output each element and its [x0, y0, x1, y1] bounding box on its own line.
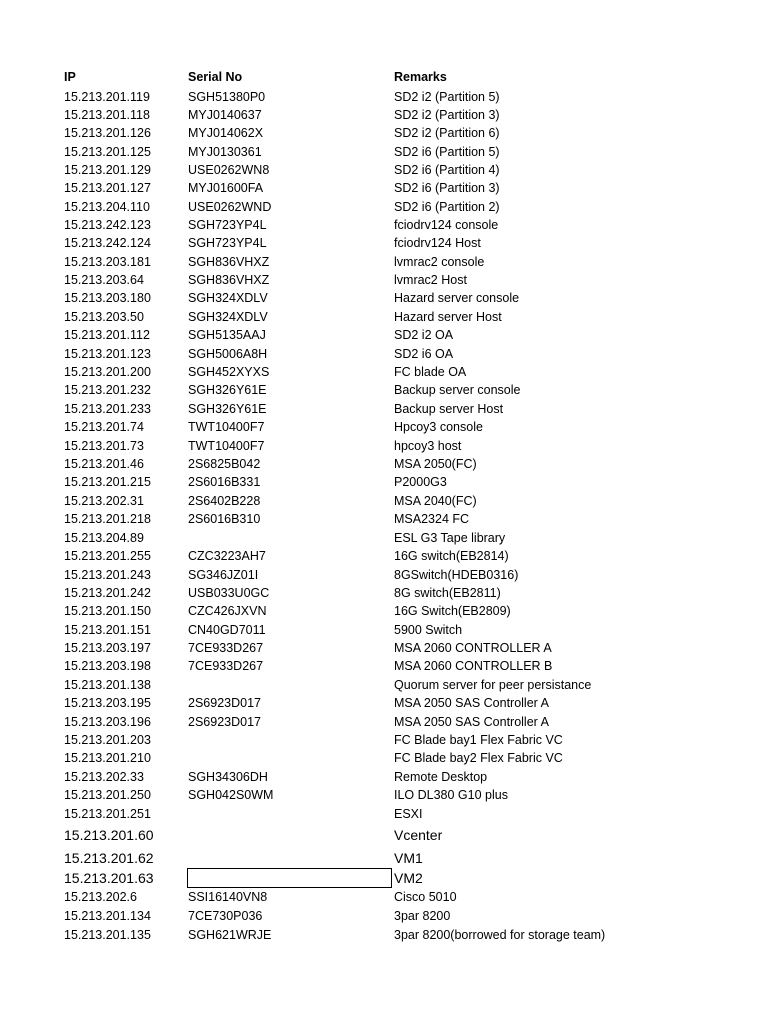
cell-ip[interactable]: 15.213.201.150	[64, 604, 151, 618]
cell-remarks[interactable]: fciodrv124 Host	[394, 236, 481, 250]
cell-serial[interactable]: TWT10400F7	[188, 420, 265, 434]
cell-serial[interactable]: USE0262WND	[188, 200, 272, 214]
cell-ip[interactable]: 15.213.201.62	[64, 850, 154, 866]
cell-remarks[interactable]: SD2 i6 (Partition 5)	[394, 145, 500, 159]
cell-remarks[interactable]: Vcenter	[394, 827, 443, 843]
cell-remarks[interactable]: MSA 2060 CONTROLLER B	[394, 659, 553, 673]
cell-remarks[interactable]: VM1	[394, 850, 423, 866]
cell-ip[interactable]: 15.213.201.218	[64, 512, 151, 526]
cell-remarks[interactable]: SD2 i2 OA	[394, 328, 454, 342]
cell-serial[interactable]: SGH326Y61E	[188, 402, 267, 416]
cell-remarks[interactable]: Hazard server Host	[394, 310, 502, 324]
cell-remarks[interactable]: P2000G3	[394, 475, 447, 489]
cell-ip[interactable]: 15.213.201.127	[64, 181, 151, 195]
cell-serial[interactable]: MYJ0140637	[188, 108, 262, 122]
header-serial[interactable]: Serial No	[188, 70, 243, 84]
cell-serial[interactable]: 2S6016B331	[188, 475, 261, 489]
cell-remarks[interactable]: 3par 8200(borrowed for storage team)	[394, 928, 606, 942]
cell-remarks[interactable]: Hpcoy3 console	[394, 420, 483, 434]
cell-ip[interactable]: 15.213.201.126	[64, 126, 151, 140]
cell-serial[interactable]: USB033U0GC	[188, 586, 270, 600]
cell-serial[interactable]: 2S6923D017	[188, 715, 261, 729]
cell-remarks[interactable]: FC blade OA	[394, 365, 467, 379]
cell-ip[interactable]: 15.213.201.243	[64, 568, 151, 582]
header-remarks[interactable]: Remarks	[394, 70, 447, 84]
cell-ip[interactable]: 15.213.201.200	[64, 365, 151, 379]
cell-ip[interactable]: 15.213.242.124	[64, 236, 151, 250]
cell-ip[interactable]: 15.213.201.232	[64, 383, 151, 397]
cell-ip[interactable]: 15.213.201.151	[64, 623, 151, 637]
cell-remarks[interactable]: 16G switch(EB2814)	[394, 549, 509, 563]
cell-ip[interactable]: 15.213.201.123	[64, 347, 151, 361]
cell-remarks[interactable]: SD2 i2 (Partition 6)	[394, 126, 500, 140]
cell-remarks[interactable]: 8G switch(EB2811)	[394, 586, 501, 600]
cell-ip[interactable]: 15.213.201.242	[64, 586, 151, 600]
cell-serial[interactable]: USE0262WN8	[188, 163, 270, 177]
cell-ip[interactable]: 15.213.201.60	[64, 827, 154, 843]
cell-ip[interactable]: 15.213.203.198	[64, 659, 151, 673]
cell-serial[interactable]: 7CE933D267	[188, 659, 264, 673]
cell-ip[interactable]: 15.213.202.33	[64, 770, 144, 784]
cell-ip[interactable]: 15.213.203.180	[64, 291, 151, 305]
cell-remarks[interactable]: hpcoy3 host	[394, 439, 462, 453]
cell-remarks[interactable]: ESXI	[394, 807, 423, 821]
cell-remarks[interactable]: 16G Switch(EB2809)	[394, 604, 511, 618]
cell-ip[interactable]: 15.213.201.134	[64, 909, 151, 923]
cell-ip[interactable]: 15.213.203.50	[64, 310, 144, 324]
cell-serial[interactable]: SGH34306DH	[188, 770, 268, 784]
cell-serial[interactable]: SGH324XDLV	[188, 310, 268, 324]
cell-remarks[interactable]: Quorum server for peer persistance	[394, 678, 592, 692]
cell-remarks[interactable]: FC Blade bay2 Flex Fabric VC	[394, 751, 563, 765]
cell-ip[interactable]: 15.213.201.215	[64, 475, 151, 489]
cell-serial[interactable]: CZC3223AH7	[188, 549, 266, 563]
cell-ip[interactable]: 15.213.201.112	[64, 328, 150, 342]
cell-ip[interactable]: 15.213.202.31	[64, 494, 144, 508]
cell-ip[interactable]: 15.213.203.64	[64, 273, 144, 287]
header-ip[interactable]: IP	[64, 70, 76, 84]
cell-serial[interactable]: SSI16140VN8	[188, 890, 268, 904]
cell-serial[interactable]: SGH042S0WM	[188, 788, 274, 802]
cell-ip[interactable]: 15.213.242.123	[64, 218, 151, 232]
cell-serial[interactable]: 2S6825B042	[188, 457, 261, 471]
cell-remarks[interactable]: Hazard server console	[394, 291, 520, 305]
cell-ip[interactable]: 15.213.201.203	[64, 733, 151, 747]
cell-ip[interactable]: 15.213.201.74	[64, 420, 144, 434]
cell-serial[interactable]: MYJ01600FA	[188, 181, 264, 195]
cell-remarks[interactable]: 5900 Switch	[394, 623, 463, 637]
cell-ip[interactable]: 15.213.201.63	[64, 870, 154, 886]
cell-ip[interactable]: 15.213.201.233	[64, 402, 151, 416]
cell-ip[interactable]: 15.213.204.89	[64, 531, 144, 545]
cell-remarks[interactable]: MSA 2050 SAS Controller A	[394, 696, 549, 710]
cell-serial[interactable]: SGH5135AAJ	[188, 328, 266, 342]
selected-cell-outline	[187, 868, 392, 888]
cell-serial[interactable]: SGH836VHXZ	[188, 255, 270, 269]
cell-remarks[interactable]: MSA 2040(FC)	[394, 494, 477, 508]
cell-remarks[interactable]: lvmrac2 Host	[394, 273, 467, 287]
cell-remarks[interactable]: ESL G3 Tape library	[394, 531, 506, 545]
cell-ip[interactable]: 15.213.201.251	[64, 807, 151, 821]
cell-remarks[interactable]: Cisco 5010	[394, 890, 457, 904]
cell-serial[interactable]: SG346JZ01I	[188, 568, 259, 582]
cell-serial[interactable]: TWT10400F7	[188, 439, 265, 453]
cell-serial[interactable]: 7CE730P036	[188, 909, 263, 923]
cell-remarks[interactable]: SD2 i6 (Partition 2)	[394, 200, 500, 214]
cell-remarks[interactable]: MSA 2050 SAS Controller A	[394, 715, 549, 729]
cell-remarks[interactable]: SD2 i2 (Partition 3)	[394, 108, 500, 122]
cell-serial[interactable]: SGH723YP4L	[188, 218, 267, 232]
cell-ip[interactable]: 15.213.201.118	[64, 108, 150, 122]
cell-remarks[interactable]: MSA2324 FC	[394, 512, 470, 526]
cell-serial[interactable]: 2S6402B228	[188, 494, 261, 508]
cell-remarks[interactable]: FC Blade bay1 Flex Fabric VC	[394, 733, 563, 747]
cell-ip[interactable]: 15.213.203.181	[64, 255, 151, 269]
cell-ip[interactable]: 15.213.201.119	[64, 90, 150, 104]
cell-remarks[interactable]: Backup server console	[394, 383, 521, 397]
cell-remarks[interactable]: VM2	[394, 870, 423, 886]
cell-serial[interactable]: MYJ0130361	[188, 145, 262, 159]
cell-ip[interactable]: 15.213.202.6	[64, 890, 137, 904]
cell-remarks[interactable]: 3par 8200	[394, 909, 451, 923]
cell-remarks[interactable]: SD2 i2 (Partition 5)	[394, 90, 500, 104]
cell-remarks[interactable]: SD2 i6 OA	[394, 347, 454, 361]
cell-serial[interactable]: SGH324XDLV	[188, 291, 268, 305]
cell-remarks[interactable]: SD2 i6 (Partition 3)	[394, 181, 500, 195]
cell-serial[interactable]: SGH5006A8H	[188, 347, 268, 361]
cell-serial[interactable]: 2S6016B310	[188, 512, 261, 526]
cell-ip[interactable]: 15.213.203.196	[64, 715, 151, 729]
cell-remarks[interactable]: SD2 i6 (Partition 4)	[394, 163, 500, 177]
cell-ip[interactable]: 15.213.204.110	[64, 200, 150, 214]
cell-remarks[interactable]: ILO DL380 G10 plus	[394, 788, 508, 802]
cell-ip[interactable]: 15.213.201.255	[64, 549, 151, 563]
cell-serial[interactable]: 2S6923D017	[188, 696, 261, 710]
cell-ip[interactable]: 15.213.201.129	[64, 163, 151, 177]
cell-remarks[interactable]: Backup server Host	[394, 402, 504, 416]
cell-serial[interactable]: SGH836VHXZ	[188, 273, 270, 287]
cell-serial[interactable]: SGH326Y61E	[188, 383, 267, 397]
cell-remarks[interactable]: 8GSwitch(HDEB0316)	[394, 568, 519, 582]
cell-ip[interactable]: 15.213.201.138	[64, 678, 151, 692]
cell-ip[interactable]: 15.213.203.197	[64, 641, 151, 655]
cell-serial[interactable]: SGH452XYXS	[188, 365, 270, 379]
cell-serial[interactable]: CZC426JXVN	[188, 604, 267, 618]
cell-remarks[interactable]: fciodrv124 console	[394, 218, 499, 232]
cell-serial[interactable]: SGH723YP4L	[188, 236, 267, 250]
cell-ip[interactable]: 15.213.201.210	[64, 751, 151, 765]
cell-serial[interactable]: SGH51380P0	[188, 90, 266, 104]
cell-serial[interactable]: SGH621WRJE	[188, 928, 272, 942]
cell-remarks[interactable]: lvmrac2 console	[394, 255, 485, 269]
cell-ip[interactable]: 15.213.201.135	[64, 928, 151, 942]
cell-ip[interactable]: 15.213.201.125	[64, 145, 151, 159]
cell-serial[interactable]: 7CE933D267	[188, 641, 264, 655]
cell-ip[interactable]: 15.213.201.73	[64, 439, 144, 453]
cell-remarks[interactable]: Remote Desktop	[394, 770, 488, 784]
cell-serial[interactable]: MYJ014062X	[188, 126, 264, 140]
cell-ip[interactable]: 15.213.201.250	[64, 788, 151, 802]
cell-remarks[interactable]: MSA 2060 CONTROLLER A	[394, 641, 552, 655]
cell-serial[interactable]: CN40GD7011	[188, 623, 266, 637]
cell-ip[interactable]: 15.213.201.46	[64, 457, 144, 471]
cell-ip[interactable]: 15.213.203.195	[64, 696, 151, 710]
cell-remarks[interactable]: MSA 2050(FC)	[394, 457, 477, 471]
